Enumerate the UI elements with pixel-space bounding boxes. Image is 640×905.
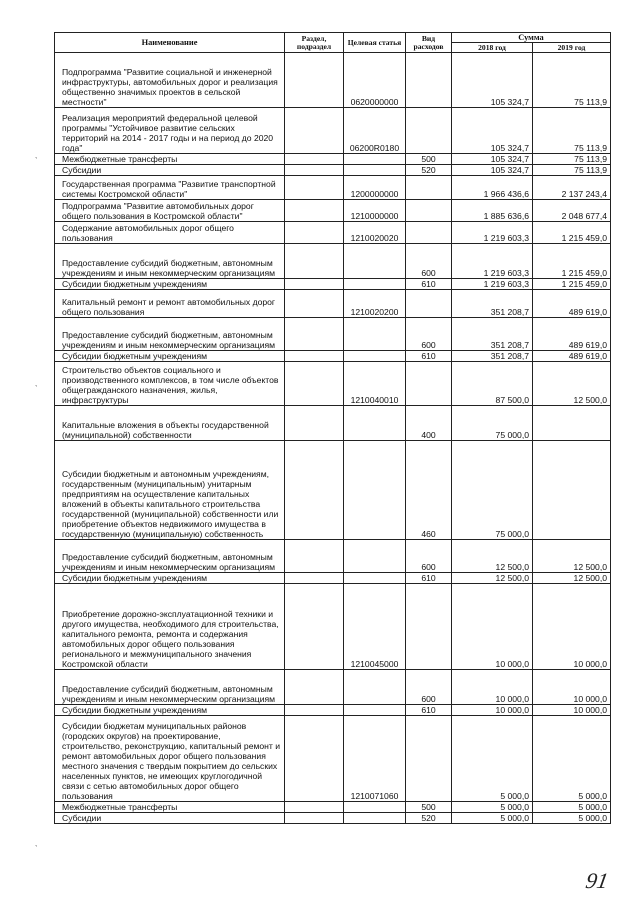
cell-section	[285, 441, 344, 540]
cell-v2018: 10 000,0	[452, 584, 533, 670]
cell-v2018: 105 324,7	[452, 53, 533, 108]
cell-name: Приобретение дорожно-эксплуатационной техники и другого имущества, необходимого для строительства, капитального ремонта, ремонта и содержания автомобильных дорог общего пользования регионального и межмуниципального значения Костромской области	[55, 584, 285, 670]
cell-v2019: 489 619,0	[533, 318, 611, 351]
header-target: Целевая статья	[344, 33, 406, 53]
cell-name: Содержание автомобильных дорог общего пользования	[55, 222, 285, 244]
cell-target	[344, 406, 406, 441]
cell-v2018: 5 000,0	[452, 802, 533, 813]
cell-v2018: 105 324,7	[452, 154, 533, 165]
cell-target: 1200000000	[344, 176, 406, 200]
header-sum: Сумма	[452, 33, 611, 43]
cell-name: Субсидии бюджетным учреждениям	[55, 351, 285, 362]
cell-v2019: 2 137 243,4	[533, 176, 611, 200]
cell-v2019: 12 500,0	[533, 362, 611, 406]
cell-section	[285, 200, 344, 222]
cell-target	[344, 441, 406, 540]
cell-v2019: 1 215 459,0	[533, 279, 611, 290]
cell-type	[406, 53, 452, 108]
cell-target: 1210000000	[344, 200, 406, 222]
table-row	[55, 176, 611, 200]
header-name: Наименование	[55, 33, 285, 53]
cell-section	[285, 290, 344, 318]
cell-v2018: 12 500,0	[452, 573, 533, 584]
header-type: Вид расходов	[406, 33, 452, 53]
cell-target: 1210040010	[344, 362, 406, 406]
cell-type	[406, 290, 452, 318]
cell-type: 520	[406, 165, 452, 176]
cell-name: Субсидии	[55, 813, 285, 824]
cell-v2019: 5 000,0	[533, 802, 611, 813]
cell-v2019: 489 619,0	[533, 351, 611, 362]
cell-type: 520	[406, 813, 452, 824]
cell-name: Предоставление субсидий бюджетным, автономным учреждениям и иным некоммерческим организациям	[55, 318, 285, 351]
cell-name: Капитальный ремонт и ремонт автомобильных дорог общего пользования	[55, 290, 285, 318]
cell-section	[285, 244, 344, 279]
cell-name: Субсидии бюджетам муниципальных районов (городских округов) на проектирование, строительство, реконструкцию, капитальный ремонт и ремонт автомобильных дорог общего пользования местного значения с твердым покрытием до сельских населенных пунктов, не имеющих круглогодичной связи с сетью автомобильных дорог общего пользования	[55, 716, 285, 802]
cell-section	[285, 584, 344, 670]
cell-type	[406, 222, 452, 244]
cell-type: 600	[406, 670, 452, 705]
table-row	[55, 351, 611, 362]
table-row	[55, 108, 611, 154]
cell-section	[285, 406, 344, 441]
budget-table	[54, 32, 611, 824]
cell-v2019: 5 000,0	[533, 813, 611, 824]
table-row	[55, 279, 611, 290]
cell-name: Капитальные вложения в объекты государственной (муниципальной) собственности	[55, 406, 285, 441]
cell-section	[285, 53, 344, 108]
cell-name: Строительство объектов социального и производственного комплексов, в том числе объектов общегражданского назначения, жилья, инфраструктуры	[55, 362, 285, 406]
table-row	[55, 406, 611, 441]
table-row	[55, 573, 611, 584]
cell-target	[344, 670, 406, 705]
cell-v2019: 75 113,9	[533, 53, 611, 108]
cell-name: Межбюджетные трансферты	[55, 154, 285, 165]
cell-v2018: 10 000,0	[452, 670, 533, 705]
table-row	[55, 165, 611, 176]
cell-v2018: 5 000,0	[452, 813, 533, 824]
table-row	[55, 154, 611, 165]
cell-section	[285, 154, 344, 165]
cell-type: 600	[406, 244, 452, 279]
header-2019: 2019 год	[533, 43, 611, 53]
cell-v2019: 1 215 459,0	[533, 244, 611, 279]
cell-v2019: 12 500,0	[533, 540, 611, 573]
cell-v2019: 10 000,0	[533, 705, 611, 716]
table-body	[55, 53, 611, 824]
cell-type: 500	[406, 154, 452, 165]
cell-v2018: 12 500,0	[452, 540, 533, 573]
cell-v2019: 12 500,0	[533, 573, 611, 584]
cell-v2018: 75 000,0	[452, 441, 533, 540]
cell-v2018: 105 324,7	[452, 108, 533, 154]
cell-v2018: 1 219 603,3	[452, 222, 533, 244]
cell-type	[406, 716, 452, 802]
cell-v2018: 10 000,0	[452, 705, 533, 716]
cell-section	[285, 318, 344, 351]
cell-name: Субсидии бюджетным учреждениям	[55, 705, 285, 716]
table-row	[55, 670, 611, 705]
table-row	[55, 813, 611, 824]
cell-v2018: 75 000,0	[452, 406, 533, 441]
cell-v2018: 1 219 603,3	[452, 279, 533, 290]
cell-name: Предоставление субсидий бюджетным, автономным учреждениям и иным некоммерческим организациям	[55, 540, 285, 573]
cell-v2019	[533, 441, 611, 540]
cell-section	[285, 813, 344, 824]
cell-target	[344, 540, 406, 573]
cell-v2019: 1 215 459,0	[533, 222, 611, 244]
cell-name: Субсидии бюджетным учреждениям	[55, 279, 285, 290]
cell-target: 1210020020	[344, 222, 406, 244]
table-row	[55, 200, 611, 222]
cell-name: Субсидии	[55, 165, 285, 176]
cell-section	[285, 351, 344, 362]
margin-mark: ˎ	[35, 150, 38, 159]
cell-type: 610	[406, 705, 452, 716]
cell-target	[344, 813, 406, 824]
cell-section	[285, 670, 344, 705]
cell-v2018: 1 966 436,6	[452, 176, 533, 200]
table-row	[55, 584, 611, 670]
cell-type: 400	[406, 406, 452, 441]
cell-section	[285, 108, 344, 154]
cell-v2019: 10 000,0	[533, 670, 611, 705]
cell-section	[285, 716, 344, 802]
cell-type: 610	[406, 279, 452, 290]
cell-target: 1210020200	[344, 290, 406, 318]
cell-name: Межбюджетные трансферты	[55, 802, 285, 813]
table-row	[55, 53, 611, 108]
cell-v2019: 75 113,9	[533, 154, 611, 165]
cell-name: Подпрограмма "Развитие автомобильных дорог общего пользования в Костромской области"	[55, 200, 285, 222]
cell-section	[285, 705, 344, 716]
table-row	[55, 362, 611, 406]
margin-mark: ˎ	[35, 838, 38, 847]
cell-v2018: 351 208,7	[452, 290, 533, 318]
table-row	[55, 318, 611, 351]
cell-name: Предоставление субсидий бюджетным, автономным учреждениям и иным некоммерческим организациям	[55, 670, 285, 705]
cell-type	[406, 176, 452, 200]
margin-mark: ˎ	[35, 378, 38, 387]
cell-target: 06200R0180	[344, 108, 406, 154]
cell-section	[285, 165, 344, 176]
cell-name: Предоставление субсидий бюджетным, автономным учреждениям и иным некоммерческим организациям	[55, 244, 285, 279]
cell-section	[285, 222, 344, 244]
cell-name: Подпрограмма "Развитие социальной и инженерной инфраструктуры, автомобильных дорог и реализация общественно значимых проектов в сельской местности"	[55, 53, 285, 108]
cell-v2019	[533, 406, 611, 441]
cell-type: 610	[406, 573, 452, 584]
cell-target: 1210071060	[344, 716, 406, 802]
table-row	[55, 244, 611, 279]
cell-v2018: 87 500,0	[452, 362, 533, 406]
cell-section	[285, 176, 344, 200]
cell-type: 600	[406, 540, 452, 573]
cell-type: 500	[406, 802, 452, 813]
cell-target	[344, 351, 406, 362]
cell-v2018: 351 208,7	[452, 351, 533, 362]
cell-v2019: 489 619,0	[533, 290, 611, 318]
cell-target	[344, 705, 406, 716]
table-row	[55, 705, 611, 716]
cell-target	[344, 802, 406, 813]
cell-type	[406, 108, 452, 154]
cell-target	[344, 318, 406, 351]
table-row	[55, 802, 611, 813]
cell-v2019: 10 000,0	[533, 584, 611, 670]
cell-v2018: 1 219 603,3	[452, 244, 533, 279]
cell-v2018: 105 324,7	[452, 165, 533, 176]
cell-name: Субсидии бюджетным учреждениям	[55, 573, 285, 584]
cell-v2019: 2 048 677,4	[533, 200, 611, 222]
cell-target	[344, 279, 406, 290]
cell-type	[406, 200, 452, 222]
cell-section	[285, 540, 344, 573]
budget-table-sheet	[54, 32, 610, 824]
cell-target	[344, 244, 406, 279]
cell-v2019: 75 113,9	[533, 165, 611, 176]
table-row	[55, 222, 611, 244]
table-row	[55, 540, 611, 573]
cell-v2019: 5 000,0	[533, 716, 611, 802]
cell-name: Субсидии бюджетным и автономным учреждениям, государственным (муниципальным) унитарным предприятиям на осуществление капитальных вложений в объекты капитального строительства государственной (муниципальной) собственности или приобретение объектов недвижимого имущества в государственную (муниципальную) собственность	[55, 441, 285, 540]
cell-target	[344, 165, 406, 176]
cell-type: 460	[406, 441, 452, 540]
cell-type	[406, 584, 452, 670]
table-row	[55, 290, 611, 318]
cell-type	[406, 362, 452, 406]
cell-v2019: 75 113,9	[533, 108, 611, 154]
cell-section	[285, 362, 344, 406]
cell-section	[285, 279, 344, 290]
cell-type: 600	[406, 318, 452, 351]
cell-v2018: 1 885 636,6	[452, 200, 533, 222]
page-number: 91	[583, 868, 611, 893]
cell-v2018: 351 208,7	[452, 318, 533, 351]
cell-target: 1210045000	[344, 584, 406, 670]
cell-target: 0620000000	[344, 53, 406, 108]
cell-type: 610	[406, 351, 452, 362]
header-2018: 2018 год	[452, 43, 533, 53]
table-row	[55, 716, 611, 802]
cell-name: Реализация мероприятий федеральной целевой программы "Устойчивое развитие сельских территорий на 2014 - 2017 годы и на период до 2020 года"	[55, 108, 285, 154]
table-row	[55, 441, 611, 540]
header-section: Раздел, подраздел	[285, 33, 344, 53]
cell-name: Государственная программа "Развитие транспортной системы Костромской области"	[55, 176, 285, 200]
cell-target	[344, 573, 406, 584]
cell-section	[285, 573, 344, 584]
cell-target	[344, 154, 406, 165]
cell-section	[285, 802, 344, 813]
cell-v2018: 5 000,0	[452, 716, 533, 802]
